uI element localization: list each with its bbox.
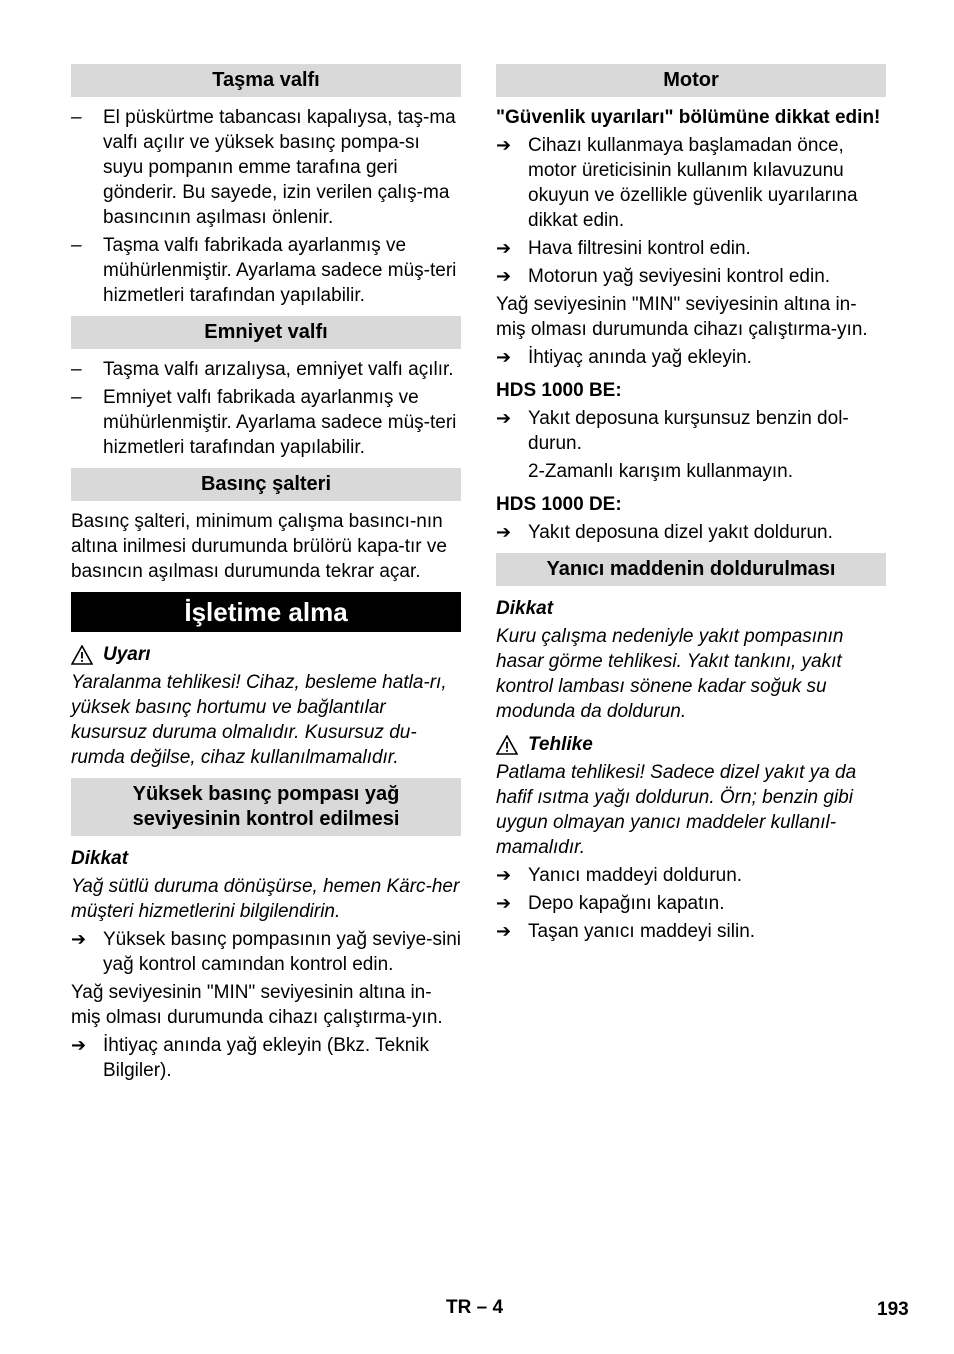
arrow-bullet-icon: ➔	[496, 522, 512, 542]
step-item	[496, 236, 886, 261]
list-item-text: Taşma valfı fabrikada ayarlanmış ve mühürlenmiştir. Ayarlama sadece müş-teri hizmetleri tarafından yapılabilir.	[103, 235, 457, 306]
step-item	[496, 406, 886, 456]
warning-triangle-icon	[496, 735, 518, 755]
list-item-text: El püskürtme tabancası kapalıysa, taş-ma valfı açılır ve yüksek basınç pompa-sı suyu pompanın emme tarafına geri gönderir. Bu sayede, izin verilen çalış-ma basıncının aşılması önlenir.	[103, 107, 456, 228]
section-heading-tasma-valfi: Taşma valfı	[71, 64, 461, 97]
arrow-bullet-icon: ➔	[496, 921, 512, 941]
list-item-text: Emniyet valfı fabrikada ayarlanmış ve mühürlenmiştir. Ayarlama sadece müş-teri hizmetleri tarafından yapılabilir.	[103, 387, 457, 458]
danger-label: Tehlike	[528, 734, 593, 755]
footer-section-number: – 4	[476, 1297, 504, 1318]
footer-language: TR	[446, 1297, 472, 1318]
step-item	[496, 264, 886, 289]
caution-text: Kuru çalışma nedeniyle yakıt pompasının hasar görme tehlikesi. Yakıt tankını, yakıt kontrol lambası sönene kadar soğuk su modunda da doldurun.	[496, 626, 844, 722]
section-heading-yag-kontrol: Yüksek basınç pompası yağ seviyesinin kontrol edilmesi	[71, 778, 461, 836]
step-text: Yakıt deposuna dizel yakıt doldurun.	[528, 522, 833, 543]
step-text: İhtiyaç anında yağ ekleyin.	[528, 347, 752, 368]
list-item	[71, 385, 461, 460]
arrow-bullet-icon: ➔	[496, 408, 512, 428]
list-item	[71, 357, 461, 382]
list-item-text: Taşma valfı arızalıysa, emniyet valfı açılır.	[103, 359, 454, 380]
danger-label-line	[496, 732, 886, 757]
arrow-bullet-icon: ➔	[496, 347, 512, 367]
step-item	[71, 1033, 461, 1083]
warning-label-line	[71, 642, 461, 667]
step-text: Motorun yağ seviyesini kontrol edin.	[528, 266, 831, 287]
step-note: 2-Zamanlı karışım kullanmayın.	[528, 461, 794, 482]
step-item	[71, 927, 461, 977]
caution-label: Dikkat	[496, 598, 554, 619]
paragraph: Yağ seviyesinin "MIN" seviyesinin altına in-miş olması durumunda cihazı çalıştırma-yın.	[496, 294, 868, 340]
danger-text: Patlama tehlikesi! Sadece dizel yakıt ya da hafif ısıtma yağı doldurun. Örn; benzin gibi uygun olmayan yanıcı maddeler kullanıl-mamalıdır.	[496, 762, 857, 858]
dash-bullet-icon: –	[71, 235, 82, 256]
section-heading-motor: Motor	[496, 64, 886, 97]
right-column	[496, 64, 886, 947]
left-column	[71, 64, 461, 1086]
chapter-heading-isletime-alma: İşletime alma	[71, 592, 461, 632]
model-label-de: HDS 1000 DE:	[496, 494, 622, 515]
caution-label: Dikkat	[71, 848, 129, 869]
step-text: Cihazı kullanmaya başlamadan önce, motor üreticisinin kullanım kılavuzunu okuyun ve özellikle güvenlik uyarılarına dikkat edin.	[528, 135, 858, 231]
arrow-bullet-icon: ➔	[496, 865, 512, 885]
list-item	[71, 105, 461, 230]
caution-text: Yağ sütlü duruma dönüşürse, hemen Kärc-her müşteri hizmetlerini bilgilendirin.	[71, 876, 460, 922]
step-text: Yakıt deposuna kurşunsuz benzin dol-durun.	[528, 408, 849, 454]
step-item	[496, 520, 886, 545]
arrow-bullet-icon: ➔	[496, 238, 512, 258]
dash-bullet-icon: –	[71, 359, 82, 380]
dash-bullet-icon: –	[71, 387, 82, 408]
paragraph: Yağ seviyesinin "MIN" seviyesinin altına in-miş olması durumunda cihazı çalıştırma-yın.	[71, 982, 443, 1028]
step-text: Yüksek basınç pompasının yağ seviye-sini yağ kontrol camından kontrol edin.	[103, 929, 462, 975]
step-text: Depo kapağını kapatın.	[528, 893, 725, 914]
arrow-bullet-icon: ➔	[496, 893, 512, 913]
model-label-be: HDS 1000 BE:	[496, 380, 622, 401]
section-heading-basinc-salteri: Basınç şalteri	[71, 468, 461, 501]
step-item	[496, 133, 886, 233]
step-text: İhtiyaç anında yağ ekleyin (Bkz. Teknik Bilgiler).	[103, 1035, 429, 1081]
footer-language-section	[446, 1295, 503, 1320]
step-item	[496, 919, 886, 944]
dash-bullet-icon: –	[71, 107, 82, 128]
arrow-bullet-icon: ➔	[71, 1035, 87, 1055]
page-number: 193	[877, 1299, 909, 1320]
list-item	[71, 233, 461, 308]
arrow-bullet-icon: ➔	[496, 266, 512, 286]
warning-text: Yaralanma tehlikesi! Cihaz, besleme hatla-rı, yüksek basınç hortumu ve bağlantılar kusursuz duruma olmalıdır. Kusursuz du-rumda değilse, cihaz kullanılmamalıdır.	[71, 672, 447, 768]
step-text: Yanıcı maddeyi doldurun.	[528, 865, 743, 886]
arrow-bullet-icon: ➔	[71, 929, 87, 949]
step-item	[496, 891, 886, 916]
warning-triangle-icon	[71, 645, 93, 665]
step-item	[496, 345, 886, 370]
arrow-bullet-icon: ➔	[496, 135, 512, 155]
section-heading-yanici: Yanıcı maddenin doldurulması	[496, 553, 886, 586]
step-text: Hava filtresini kontrol edin.	[528, 238, 751, 259]
section-heading-emniyet-valfi: Emniyet valfı	[71, 316, 461, 349]
paragraph: Basınç şalteri, minimum çalışma basıncı-nın altına inilmesi durumunda brülörü kapa-tır ve basıncın aşılması durumunda tekrar açar.	[71, 511, 447, 582]
step-text: Taşan yanıcı maddeyi silin.	[528, 921, 756, 942]
warning-label: Uyarı	[103, 644, 151, 665]
safety-note: "Güvenlik uyarıları" bölümüne dikkat edin!	[496, 107, 881, 128]
step-item	[496, 863, 886, 888]
